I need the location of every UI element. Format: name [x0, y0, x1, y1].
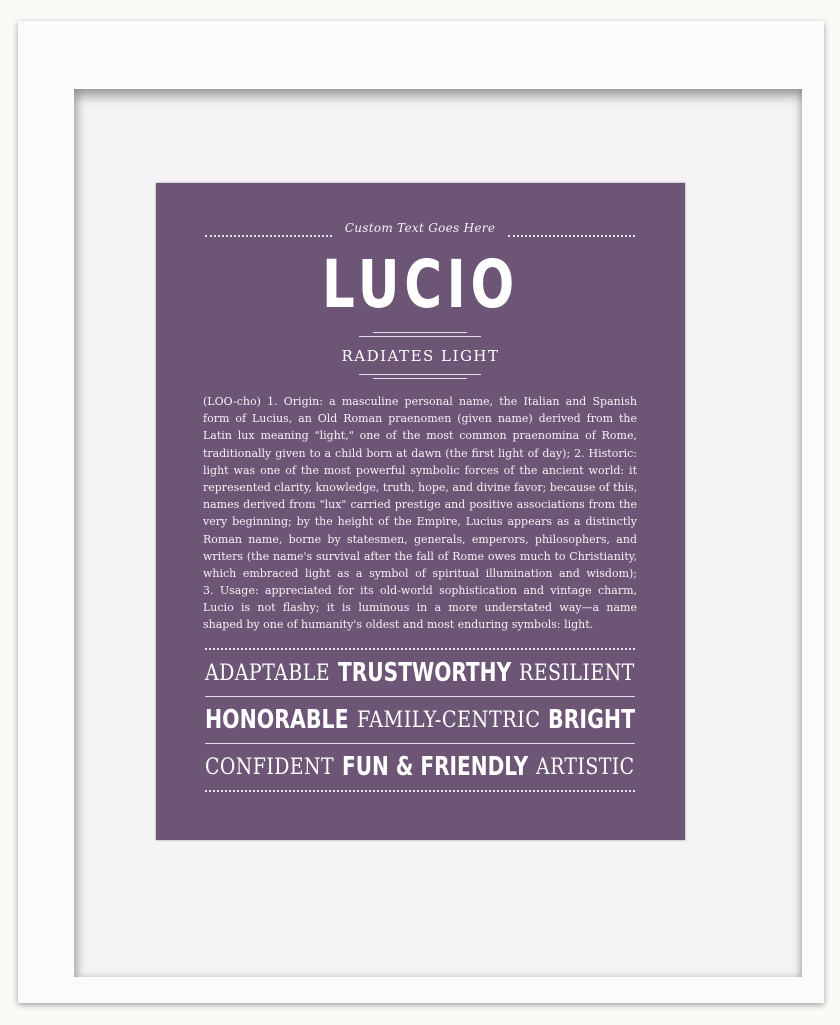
definition-line: traditionally given to a child born at dawn (the first light of day); 2. Historic: — [203, 446, 637, 460]
definition-line: very beginning; by the height of the Empire, Lucius appears as a distinctly — [203, 515, 637, 529]
rule-below-meaning-1 — [359, 374, 481, 375]
trait-word: HONORABLE — [205, 705, 349, 735]
trait-word: ARTISTIC — [536, 754, 635, 780]
definition-line: writers (the name's survival after the fall of Rome owes much to Christianity, — [203, 549, 637, 563]
definition-line: light was one of the most powerful symbolic forces of the ancient world: it — [203, 463, 637, 477]
rule-above-meaning-2 — [359, 336, 481, 337]
trait-word: FUN & FRIENDLY — [341, 752, 528, 782]
definition-line: names derived from "lux" carried prestige and positive associations from the — [203, 498, 637, 512]
name-title: LUCIO — [322, 246, 519, 323]
name-art-print — [156, 183, 685, 840]
trait-word: FAMILY-CENTRIC — [356, 707, 541, 733]
custom-text-row — [205, 219, 635, 243]
dotted-divider-right — [508, 235, 635, 237]
definition-line: (LOO-cho) 1. Origin: a masculine personal name, the Italian and Spanish — [203, 395, 637, 408]
custom-text: Custom Text Goes Here — [344, 221, 496, 235]
traits-row-3 — [205, 749, 635, 785]
traits-separator — [205, 696, 635, 697]
trait-word: RESILIENT — [519, 660, 636, 686]
trait-word: TRUSTWORTHY — [338, 658, 512, 688]
traits-separator — [205, 743, 635, 744]
definition-line: shaped by one of humanity's oldest and most enduring symbols: light. — [203, 618, 594, 632]
definition-line: form of Lucius, an Old Roman praenomen (given name) derived from the — [203, 412, 637, 426]
definition-line: which embraced light as a symbol of spiritual illumination and wisdom); — [203, 566, 637, 580]
definition-line: 3. Usage: appreciated for its old-world sophistication and vintage charm, — [203, 584, 637, 598]
traits-dotted-divider-bottom — [205, 790, 635, 792]
trait-word: ADAPTABLE — [205, 660, 330, 686]
traits-row-1 — [205, 655, 635, 691]
definition-line: Roman name, borne by statesmen, generals, emperors, philosophers, and — [203, 532, 637, 546]
traits-dotted-divider-top — [205, 648, 635, 650]
trait-word: BRIGHT — [548, 705, 636, 735]
rule-above-meaning-1 — [373, 332, 467, 333]
definition-line: represented clarity, knowledge, truth, hope, and divine favor; because of this, — [203, 480, 637, 494]
dotted-divider-left — [205, 235, 332, 237]
definition-line: Latin lux meaning "light," one of the most common praenomina of Rome, — [203, 429, 637, 443]
rule-below-meaning-2 — [373, 378, 467, 379]
traits-row-2 — [205, 702, 635, 738]
name-meaning: RADIATES LIGHT — [341, 347, 500, 365]
definition-line: Lucio is not flashy; it is luminous in a more understated way—a name — [203, 601, 637, 615]
definition-text — [203, 393, 637, 634]
trait-word: CONFIDENT — [205, 754, 335, 780]
